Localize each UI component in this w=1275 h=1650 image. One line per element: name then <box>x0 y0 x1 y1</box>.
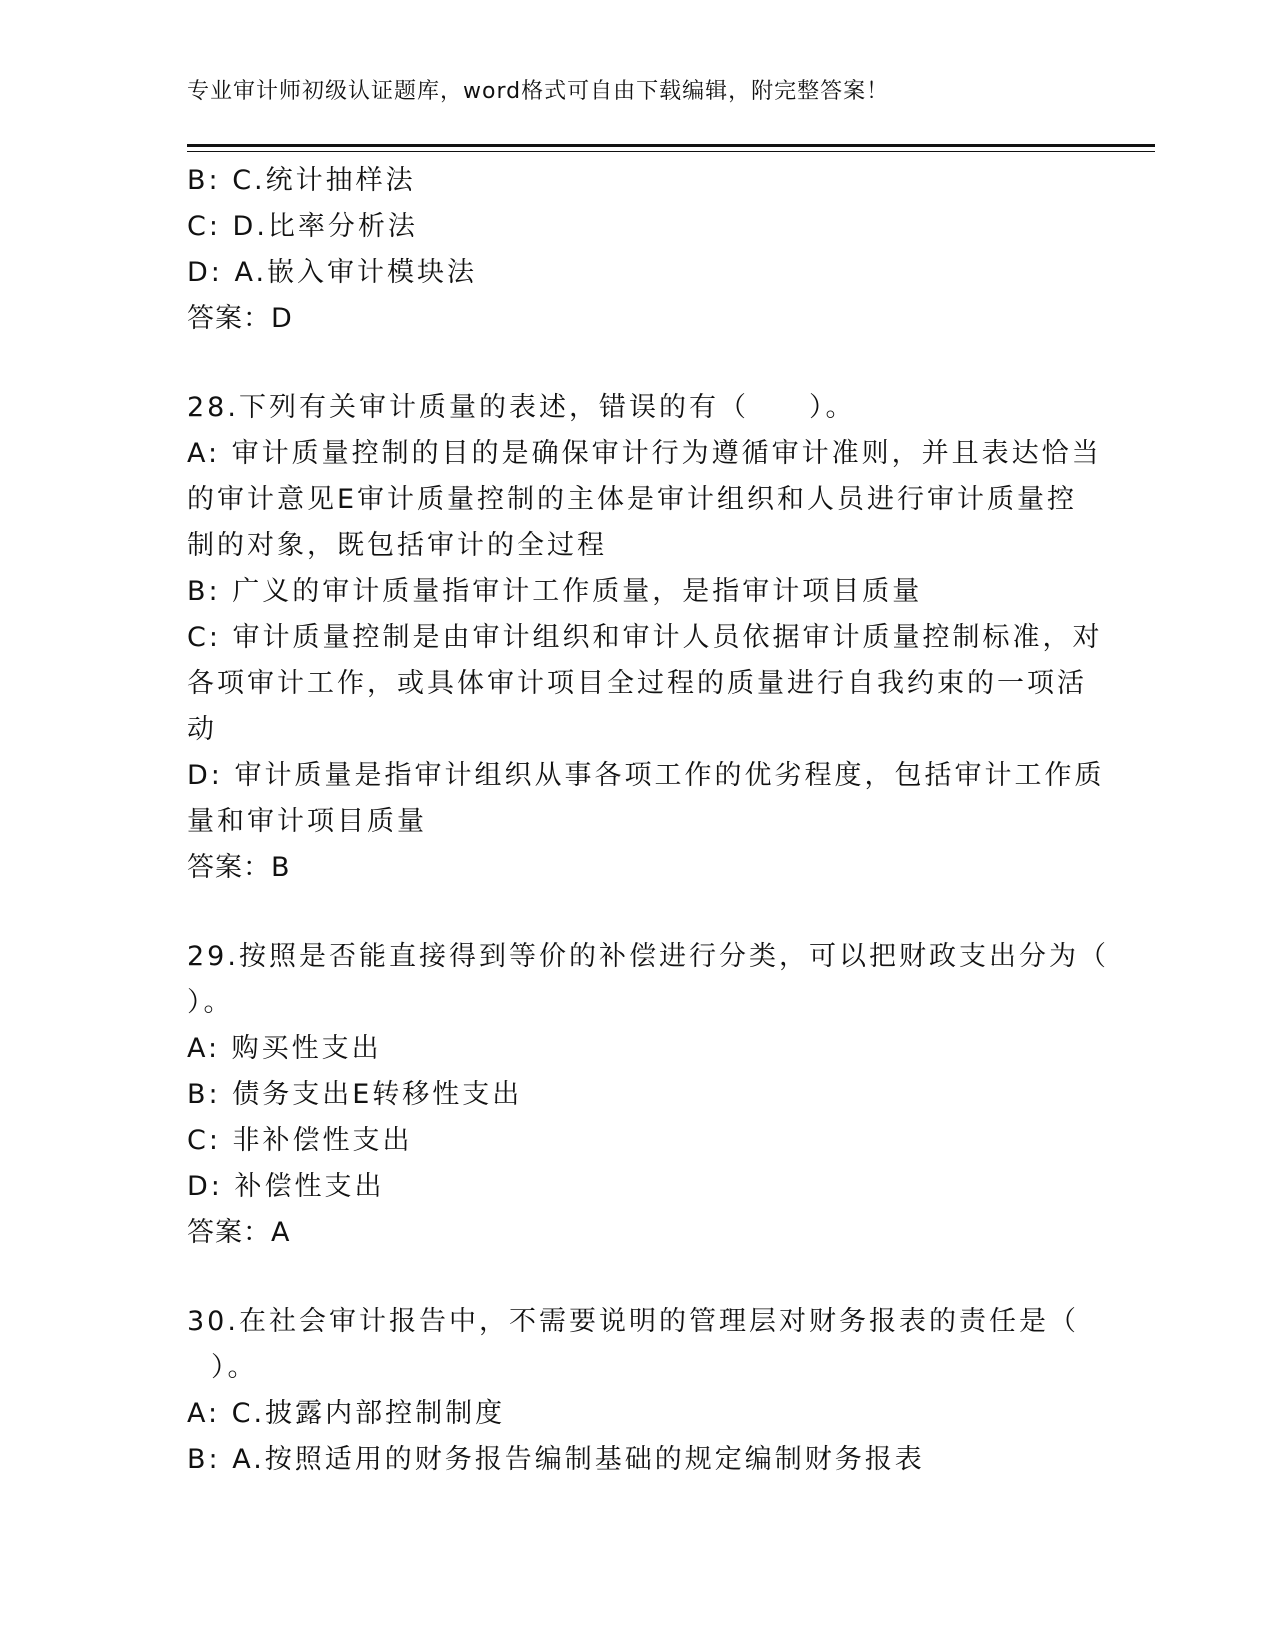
header-rule-thin <box>187 151 1155 152</box>
option-a-cont: 制的对象，既包括审计的全过程 <box>187 530 607 561</box>
question-stem-cont: ）。 <box>211 1352 258 1383</box>
option-d-cont: 量和审计项目质量 <box>187 806 427 837</box>
option-a: A: C.披露内部控制制度 <box>187 1398 506 1429</box>
option-c-cont: 各项审计工作，或具体审计项目全过程的质量进行自我约束的一项活 <box>187 668 1087 699</box>
option-a: A: 购买性支出 <box>187 1033 382 1064</box>
option-b: B: C.统计抽样法 <box>187 165 416 196</box>
option-a: A: 审计质量控制的目的是确保审计行为遵循审计准则，并且表达恰当 <box>187 438 1102 469</box>
answer: 答案：B <box>187 852 291 883</box>
option-d: D: 审计质量是指审计组织从事各项工作的优劣程度，包括审计工作质 <box>187 760 1105 791</box>
option-c: C: D.比率分析法 <box>187 211 418 242</box>
option-b: B: 债务支出E转移性支出 <box>187 1079 523 1110</box>
question-stem: 30.在社会审计报告中，不需要说明的管理层对财务报表的责任是（ <box>187 1306 1079 1337</box>
option-a-cont: 的审计意见E审计质量控制的主体是审计组织和人员进行审计质量控 <box>187 484 1078 515</box>
option-b: B: 广义的审计质量指审计工作质量，是指审计项目质量 <box>187 576 923 607</box>
question-stem-cont: ）。 <box>187 987 234 1018</box>
option-d: D: A.嵌入审计模块法 <box>187 257 478 288</box>
option-c: C: 非补偿性支出 <box>187 1125 413 1156</box>
header-rule-thick <box>187 144 1155 147</box>
question-stem: 28.下列有关审计质量的表述，错误的有（ ）。 <box>187 392 856 423</box>
option-c: C: 审计质量控制是由审计组织和审计人员依据审计质量控制标准，对 <box>187 622 1103 653</box>
page-header: 专业审计师初级认证题库，word格式可自由下载编辑，附完整答案！ <box>187 79 890 104</box>
answer: 答案：D <box>187 303 293 334</box>
question-content <box>187 158 1109 1483</box>
option-d: D: 补偿性支出 <box>187 1171 385 1202</box>
question-stem: 29.按照是否能直接得到等价的补偿进行分类，可以把财政支出分为（ <box>187 941 1109 972</box>
option-b: B: A.按照适用的财务报告编制基础的规定编制财务报表 <box>187 1444 925 1475</box>
answer: 答案：A <box>187 1217 291 1248</box>
option-c-cont: 动 <box>187 714 217 745</box>
